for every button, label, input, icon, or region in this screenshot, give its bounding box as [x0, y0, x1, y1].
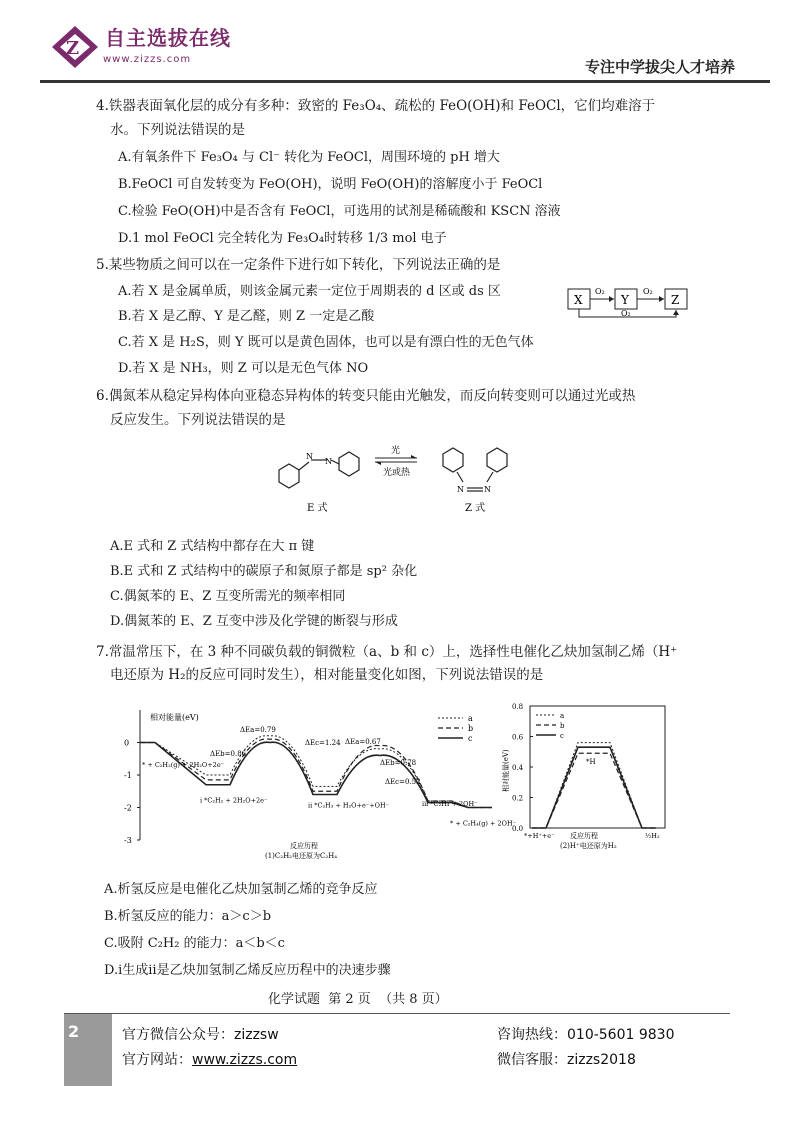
c2-x-label: 反应历程	[570, 832, 598, 840]
q5-option-d: D.若 X 是 NH₃，则 Z 可以是无色气体 NO	[118, 361, 369, 376]
q6-stem-line1: 6.偶氮苯从稳定异构体向亚稳态异构体的转变只能由光触发，而反向转变则可以通过光或热	[96, 388, 636, 404]
c1-annotation: ΔEb=0.78	[380, 759, 417, 767]
c1-annotation: ΔEa=0.79	[240, 726, 276, 734]
hotline-line	[497, 1024, 674, 1044]
c2-legend-label: c	[560, 732, 564, 740]
q6-option-a: A.E 式和 Z 式结构中都存在大 π 键	[110, 539, 315, 554]
q7-stem-line1: 7.常温常压下，在 3 种不同碳负载的铜微粒（a、b 和 c）上，选择性电催化乙炔加氢制乙烯（H⁺	[96, 644, 678, 660]
c1-series-c	[140, 742, 492, 807]
c2-x-end-label: ½H₂	[645, 832, 660, 840]
q4-option-c: C.检验 FeO(OH)中是否含有 FeOCl，可选用的试剂是稀硫酸和 KSCN 溶液	[118, 204, 561, 219]
q4-stem-line2: 水。下列说法错误的是	[110, 122, 245, 138]
wechat-public-label: 官方微信公众号：	[122, 1027, 234, 1043]
forward-condition: 光	[391, 446, 401, 456]
benzene-ring-z2	[487, 448, 507, 472]
brand-url: www.zizzs.com	[103, 54, 192, 65]
box-x: X	[574, 293, 583, 307]
benzene-ring-e2	[339, 452, 359, 476]
wechat-service-id: zizzs2018	[567, 1052, 636, 1068]
c1-annotation: ΔEc=0.52	[385, 778, 421, 786]
exam-page-label: 化学试题 第 2 页 （共 8 页）	[268, 992, 448, 1007]
c2-legend-label: b	[560, 722, 565, 730]
reverse-condition: 光或热	[383, 468, 411, 478]
c1-state-label: ii *C₂H₃ + H₂O+e⁻+OH⁻	[308, 801, 390, 810]
brand-name: 自主选拔在线	[105, 26, 231, 50]
svg-text:O₂: O₂	[643, 287, 653, 296]
e-isomer-label: E 式	[307, 503, 328, 514]
c2-y-tick-label: 0.2	[512, 794, 524, 803]
c2-y-tick-label: 0.6	[512, 733, 524, 742]
c2-y-tick-label: 0.4	[512, 764, 524, 772]
box-y: Y	[621, 293, 629, 307]
wechat-service-line	[497, 1049, 636, 1069]
q7-option-a: A.析氢反应是电催化乙炔加氢制乙烯的竞争反应	[104, 882, 378, 897]
box-z: Z	[671, 293, 680, 307]
c1-annotation: ΔEb=0.86	[210, 750, 247, 758]
q5-conversion-diagram	[565, 283, 700, 323]
c2-caption: (2)H⁺电还原为H₂	[560, 842, 617, 850]
svg-text:Z: Z	[66, 38, 80, 59]
page-number: 2	[68, 1022, 80, 1041]
q7-option-d: D.ⅰ生成ⅱ是乙炔加氢制乙烯反应历程中的决速步骤	[104, 963, 391, 978]
wechat-public-line	[122, 1024, 279, 1044]
c1-y-tick-label: -1	[124, 771, 132, 780]
wechat-public-id: zizzsw	[234, 1027, 279, 1043]
c1-y-label: 相对能量(eV)	[150, 713, 199, 722]
svg-text:O₂: O₂	[621, 309, 631, 318]
hotline-number: 010-5601 9830	[567, 1027, 675, 1043]
q6-stem-line2: 反应发生。下列说法错误的是	[110, 412, 286, 428]
q5-option-b: B.若 X 是乙醇、Y 是乙醛，则 Z 一定是乙酸	[118, 309, 375, 324]
q4-option-d: D.1 mol FeOCl 完全转化为 Fe₃O₄时转移 1/3 mol 电子	[118, 231, 447, 246]
energy-profile-chart-c2h2	[118, 700, 517, 865]
q6-option-b: B.E 式和 Z 式结构中的碳原子和氮原子都是 sp² 杂化	[110, 564, 418, 579]
q6-option-c: C.偶氮苯的 E、Z 互变所需光的频率相同	[110, 589, 346, 604]
c2-legend-label: a	[560, 712, 565, 720]
c2-frame	[530, 706, 665, 828]
q4-stem-line1: 4.铁器表面氧化层的成分有多种：致密的 Fe₃O₄、疏松的 FeO(OH)和 FeOCl，它们均难溶于	[96, 98, 656, 114]
q5-option-a: A.若 X 是金属单质，则该金属元素一定位于周期表的 d 区或 ds 区	[118, 284, 501, 299]
azobenzene-isomerization-scheme	[265, 440, 525, 522]
zizzs-logo	[50, 24, 100, 70]
c1-annotation: ΔEa=0.67	[345, 738, 381, 746]
website-link[interactable]: www.zizzs.com	[192, 1052, 298, 1068]
svg-text:N: N	[457, 485, 464, 494]
c1-legend-label: a	[468, 714, 473, 723]
c1-state-label: * + C₂H₄(g) + 2OH⁻	[450, 819, 517, 828]
c1-legend-label: b	[468, 724, 474, 733]
c1-y-tick-label: -2	[124, 803, 132, 813]
c2-y-tick-label: 0.8	[512, 703, 524, 711]
z-isomer-label: Z 式	[465, 503, 486, 514]
c2-y-label: 相对能量(eV)	[502, 749, 510, 792]
q4-option-a: A.有氧条件下 Fe₃O₄ 与 Cl⁻ 转化为 FeOCl，周围环境的 pH 增大	[118, 150, 500, 165]
website-label: 官方网站：	[122, 1052, 192, 1068]
header-divider	[40, 80, 770, 83]
wechat-service-label: 微信客服：	[497, 1052, 567, 1068]
hotline-label: 咨询热线：	[497, 1027, 567, 1043]
c1-y-tick-label: 0	[124, 738, 130, 748]
c1-state-label: * + C₂H₂(g) + 2H₂O+2e⁻	[142, 760, 225, 769]
benzene-ring-z1	[443, 448, 463, 472]
c2-x-start-label: *+H⁺+e⁻	[524, 832, 555, 840]
svg-text:N: N	[484, 485, 491, 494]
website-line	[122, 1049, 297, 1069]
footer-divider	[64, 1013, 730, 1014]
c1-state-label: i *C₂H₂ + 2H₂O+2e⁻	[200, 796, 268, 805]
energy-profile-chart-h2	[498, 700, 678, 865]
c1-annotation: ΔEc=1.24	[305, 739, 341, 747]
q7-stem-line2: 电还原为 H₂的反应可同时发生），相对能量变化如图，下列说法错误的是	[110, 667, 544, 683]
q5-option-c: C.若 X 是 H₂S，则 Y 既可以是黄色固体，也可以是有漂白性的无色气体	[118, 335, 534, 350]
q7-option-b: B.析氢反应的能力：a＞c＞b	[104, 909, 272, 924]
svg-text:O₂: O₂	[595, 287, 605, 296]
q4-option-b: B.FeOCl 可自发转变为 FeO(OH)，说明 FeO(OH)的溶解度小于 FeOCl	[118, 177, 543, 192]
benzene-ring-e1	[279, 464, 299, 488]
svg-text:N: N	[306, 452, 313, 461]
c2-y-tick-label: 0.0	[512, 825, 524, 833]
c1-x-label: 反应历程	[290, 842, 318, 850]
q6-option-d: D.偶氮苯的 E、Z 互变中涉及化学键的断裂与形成	[110, 614, 398, 629]
header-tagline: 专注中学拔尖人才培养	[585, 58, 736, 76]
c2-intermediate-label: *H	[586, 757, 596, 766]
c1-caption: (1)C₂H₂电还原为C₂H₄	[265, 852, 338, 860]
q5-stem: 5.某些物质之间可以在一定条件下进行如下转化，下列说法正确的是	[96, 257, 501, 273]
svg-text:N: N	[325, 457, 332, 466]
q7-option-c: C.吸附 C₂H₂ 的能力：a＜b＜c	[104, 936, 285, 951]
c1-legend-label: c	[468, 734, 473, 743]
c1-y-tick-label: -3	[124, 836, 132, 845]
c1-state-label: iii *C₂H₄ + 2OH⁻	[422, 799, 478, 808]
